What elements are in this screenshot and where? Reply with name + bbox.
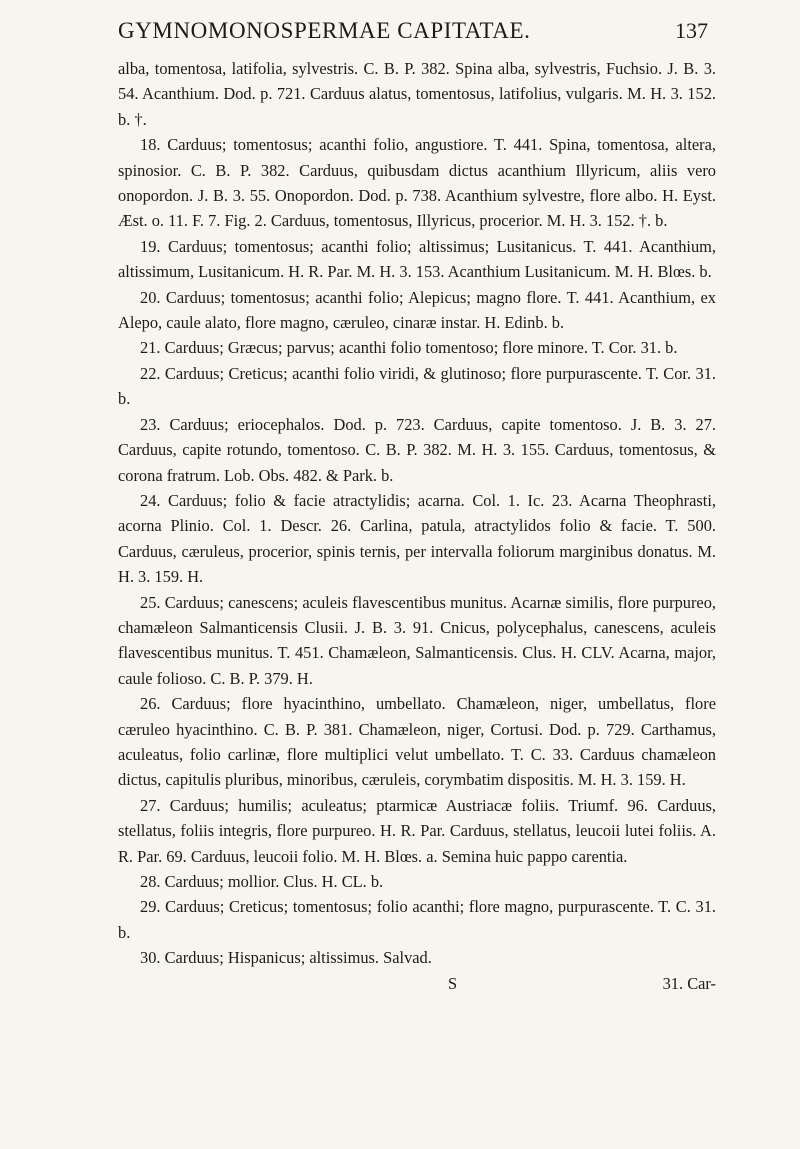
page-header — [118, 14, 708, 54]
entry-30: 30. Carduus; Hispanicus; altissimus. Salvad. — [140, 948, 432, 968]
entry-17-continued: alba, tomentosa, latifolia, sylvestris. C. B. P. 382. Spina alba, sylvestris, Fuchsio. J. B. 3. 54. Acanthium. Dod. p. 721. Carduus alatus, tomentosus, latifolius, vulgaris. M. H. 3. 152. b. †. — [118, 59, 716, 129]
entry-22: 22. Carduus; Creticus; acanthi folio viridi, & glutinoso; flore purpurascente. T. Cor. 31. b. — [118, 363, 716, 409]
entry-27: 27. Carduus; humilis; aculeatus; ptarmicæ Austriacæ foliis. Triumf. 96. Carduus, stellatus, foliis integris, flore purpureo. H. R. Par. Carduus, stellatus, leucoii lutei foliis. A. R. Par. 69. Carduus, leucoii folio. M. H. Blœs. a. Semina huic pappo carentia. — [118, 795, 716, 866]
body-text — [118, 56, 716, 996]
entry-25: 25. Carduus; canescens; aculeis flavescentibus munitus. Acarnæ similis, flore purpureo, chamæleon Salmanticensis Clusii. J. B. 3. 91. Cnicus, polycephalus, canescens, aculeis flavescentibus munitus. T. 451. Chamæleon, Salmanticensis. Clus. H. CLV. Acarna, major, caule folioso. C. B. P. 379. H. — [118, 592, 716, 688]
footer-line — [118, 971, 716, 996]
entry-29: 29. Carduus; Creticus; tomentosus; folio acanthi; flore magno, purpurascente. T. C. 31. b. — [118, 897, 716, 942]
page-number: 137 — [675, 18, 708, 43]
entry-20: 20. Carduus; tomentosus; acanthi folio; Alepicus; magno flore. T. 441. Acanthium, ex Alepo, caule alato, flore magno, cæruleo, cinaræ instar. H. Edinb. b. — [118, 287, 716, 333]
entry-23: 23. Carduus; eriocephalos. Dod. p. 723. Carduus, capite tomentoso. J. B. 3. 27. Carduus, capite rotundo, tomentoso. C. B. P. 382. M. H. 3. 155. Carduus, tomentosus, & corona fratrum. Lob. Obs. 482. & Park. b. — [118, 414, 716, 485]
signature-mark: S — [448, 973, 458, 993]
catchword: 31. Car- — [662, 973, 716, 993]
entry-21: 21. Carduus; Græcus; parvus; acanthi folio tomentoso; flore minore. T. Cor. 31. b. — [140, 338, 678, 358]
entry-19: 19. Carduus; tomentosus; acanthi folio; altissimus; Lusitanicus. T. 441. Acanthium, altissimum, Lusitanicum. H. R. Par. M. H. 3. 153. Acanthium Lusitanicum. M. H. Blœs. b. — [118, 236, 716, 282]
entry-18: 18. Carduus; tomentosus; acanthi folio, angustiore. T. 441. Spina, tomentosa, altera, spinosior. C. B. P. 382. Carduus, quibusdam dictus acanthium Illyricum, aliis vero onopordon. J. B. 3. 55. Onopordon. Dod. p. 738. Acanthium sylvestre, flore albo. H. Eyst. Æst. o. 11. F. 7. Fig. 2. Carduus, tomentosus, Illyricus, procerior. M. H. 3. 152. †. b. — [118, 135, 716, 231]
running-title: GYMNOMONOSPERMAE CAPITATAE. — [118, 18, 531, 43]
entry-26: 26. Carduus; flore hyacinthino, umbellato. Chamæleon, niger, umbellatus, flore cæruleo hyacinthino. C. B. P. 381. Chamæleon, niger, Cortusi. Dod. p. 729. Carthamus, aculeatus, folio carlinæ, flore multiplici velut umbellato. T. C. 33. Carduus chamæleon dictus, capitulis pluribus, minoribus, cæruleis, corymbatim dispositis. M. H. 3. 159. H. — [118, 694, 716, 790]
entry-24: 24. Carduus; folio & facie atractylidis; acarna. Col. 1. Ic. 23. Acarna Theophrasti, acorna Plinio. Col. 1. Descr. 26. Carlina, patula, atractylidos folio & facie. T. 500. Carduus, cæruleus, procerior, spinis ternis, per intervalla foliorum marginibus donatus. M. H. 3. 159. H. — [118, 490, 716, 587]
entry-28: 28. Carduus; mollior. Clus. H. CL. b. — [140, 872, 384, 891]
